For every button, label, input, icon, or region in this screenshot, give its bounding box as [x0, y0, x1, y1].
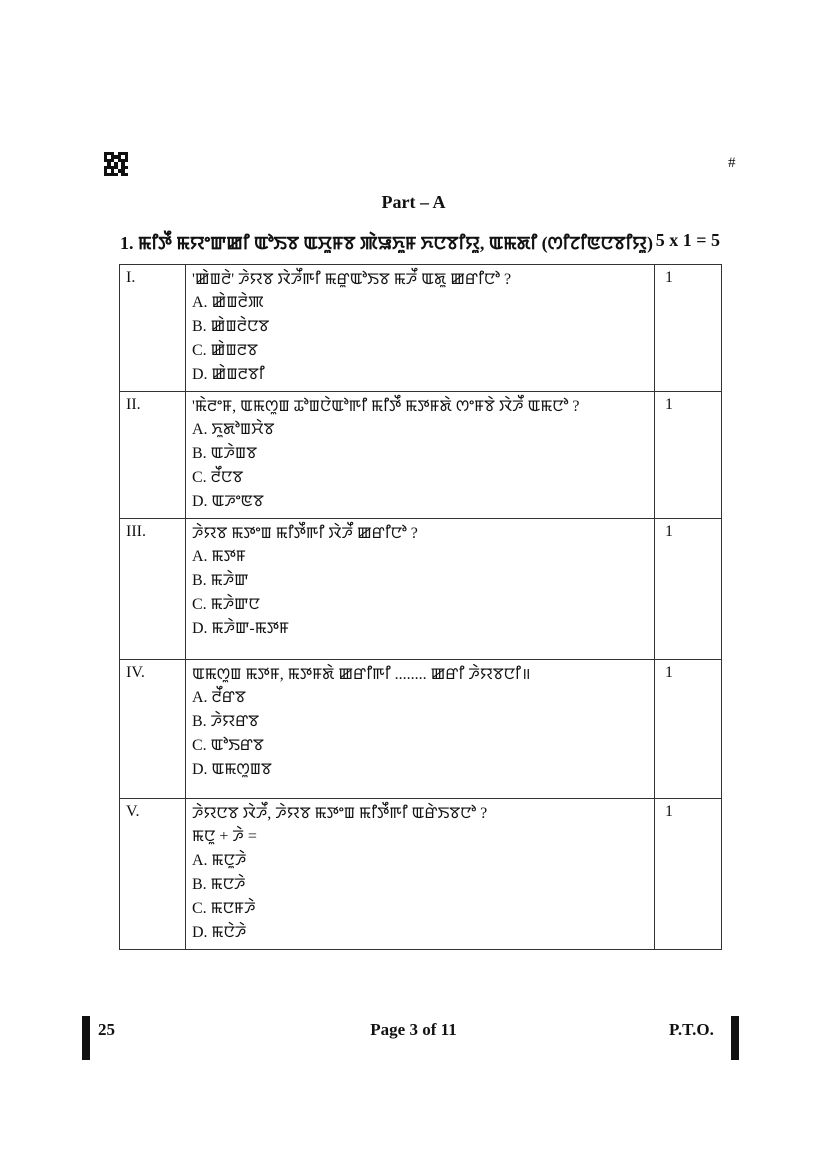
option-c: C. ꯂꯩꯅꯕ [192, 469, 244, 486]
item-content [186, 799, 655, 950]
item-mark: 1 [655, 392, 722, 519]
question-header [120, 230, 720, 255]
question-table [119, 264, 722, 950]
option-d: D. ꯑꯍꯦꯟꯕ [192, 493, 264, 510]
option-d: D. ꯀꯥꯡꯂꯕꯤ [192, 366, 265, 383]
right-margin-bar [731, 1016, 739, 1060]
item-stem: 'ꯃꯥꯂꯦꯝ, ꯑꯃꯁꯨꯡ ꯊꯣꯡꯅꯥꯑꯣꯒꯤ ꯃꯤꯇꯩ ꯃꯇꯝꯗꯥ ꯁꯦꯝꯕꯥ ꯋꯥꯍꯩ ꯑꯃꯅꯣ ? [192, 398, 580, 415]
item-number: IV. [120, 660, 186, 799]
option-a: A. ꯂꯩꯔꯕ [192, 689, 246, 706]
item-number: III. [120, 519, 186, 660]
item-mark: 1 [655, 799, 722, 950]
option-d: D. ꯃꯍꯥꯛ-ꯃꯇꯝ [192, 620, 290, 637]
question-number: 1. [120, 233, 134, 253]
item-content [186, 519, 655, 660]
item-stem: ꯑꯃꯁꯨꯡ ꯃꯇꯝ, ꯃꯇꯝꯗꯥ ꯀꯔꯤꯒꯤ ........ ꯀꯔꯤ ꯍꯥꯌꯕꯅꯤ॥ [192, 666, 531, 683]
item-formula: ꯃꯅꯨ + ꯍꯥ = [192, 828, 257, 845]
item-content [186, 660, 655, 799]
option-b: B. ꯃꯍꯥꯛ [192, 572, 249, 589]
option-a: A. ꯈꯨꯗꯣꯡꯆꯥꯕ [192, 421, 275, 438]
option-d: D. ꯑꯃꯁꯨꯡꯕ [192, 761, 272, 778]
marks-formula: 5 x 1 = 5 [655, 230, 720, 250]
question-row [120, 265, 722, 392]
item-mark: 1 [655, 265, 722, 392]
option-c: C. ꯀꯥꯡꯂꯕ [192, 342, 258, 359]
item-number: II. [120, 392, 186, 519]
question-row [120, 660, 722, 799]
option-b: B. ꯃꯅꯍꯥ [192, 876, 246, 893]
question-instruction: ꯃꯤꯇꯩ ꯃꯌꯦꯛꯀꯤ ꯑꯣꯏꯕ ꯑꯆꯨꯝꯕ ꯄꯥꯎꯈꯨꯝ ꯈꯅꯕꯤꯌꯨ, ꯑꯃꯗꯤ (ꯁꯤꯖꯤꯟꯅꯕꯤꯌꯨ) [138, 233, 653, 253]
option-c: C. ꯃꯅꯝꯍꯥ [192, 900, 256, 917]
option-b: B. ꯀꯥꯡꯂꯥꯅꯕ [192, 318, 270, 335]
item-number: I. [120, 265, 186, 392]
qr-code-icon [104, 152, 128, 176]
item-stem: 'ꯀꯥꯡꯂꯥ' ꯍꯥꯌꯕ ꯋꯥꯍꯩꯒꯤ ꯃꯔꯨꯑꯣꯏꯕ ꯃꯍꯩ ꯑꯗꯨ ꯀꯔꯤꯅꯣ ? [192, 271, 512, 288]
item-number: V. [120, 799, 186, 950]
page-marker: # [728, 155, 736, 171]
page-number: Page 3 of 11 [370, 1020, 457, 1039]
paper-code: 25 [98, 1020, 115, 1039]
option-d: D. ꯃꯅꯥꯍꯥ [192, 924, 247, 941]
question-row [120, 519, 722, 660]
item-content [186, 265, 655, 392]
item-stem: ꯍꯥꯌꯅꯕ ꯋꯥꯍꯩ, ꯍꯥꯌꯕ ꯃꯇꯦꯡ ꯃꯤꯇꯩꯒꯤ ꯑꯔꯥꯏꯕꯅꯣ ? [192, 805, 488, 822]
pto-label: P.T.O. [669, 1020, 714, 1039]
option-a: A. ꯀꯥꯡꯂꯥꯄ [192, 294, 264, 311]
item-stem: ꯍꯥꯌꯕ ꯃꯇꯦꯡ ꯃꯤꯇꯩꯒꯤ ꯋꯥꯍꯩ ꯀꯔꯤꯅꯣ ? [192, 525, 418, 542]
question-row [120, 392, 722, 519]
item-mark: 1 [655, 660, 722, 799]
part-title: Part – A [381, 192, 446, 212]
question-row [120, 799, 722, 950]
option-b: B. ꯑꯍꯥꯡꯕ [192, 445, 258, 462]
option-c: C. ꯑꯣꯏꯔꯕ [192, 737, 264, 754]
item-mark: 1 [655, 519, 722, 660]
option-a: A. ꯃꯇꯝ [192, 548, 246, 565]
option-b: B. ꯍꯥꯌꯔꯕ [192, 713, 260, 730]
item-content [186, 392, 655, 519]
option-c: C. ꯃꯍꯥꯛꯅ [192, 596, 260, 613]
option-a: A. ꯃꯅꯨꯍꯥ [192, 852, 247, 869]
